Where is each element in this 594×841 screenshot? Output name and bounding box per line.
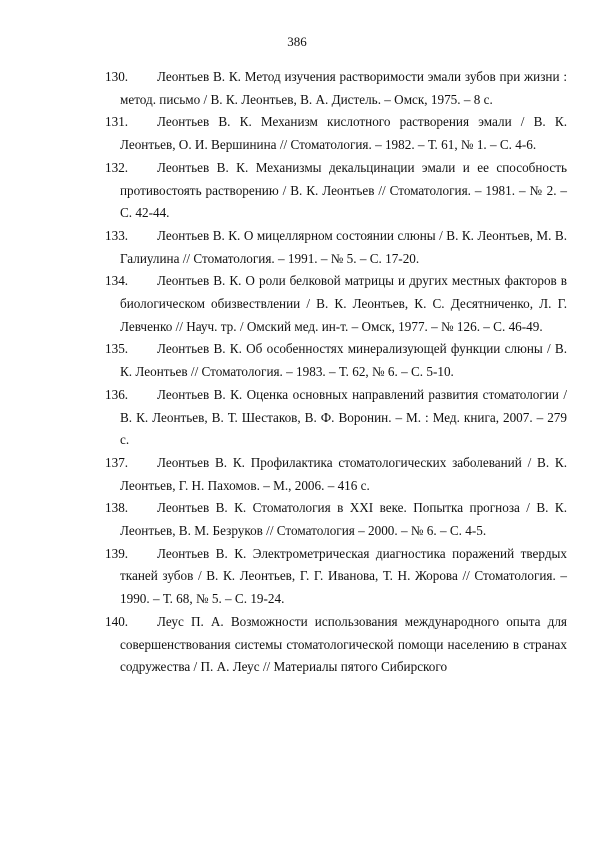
reference-item — [0, 543, 594, 611]
reference-text: Леонтьев В. К. Стоматология в XXI веке. Попытка прогноза / В. К. Леонтьев, В. М. Безруков // Стоматология – 2000. – № 6. – С. 4-5. — [120, 500, 567, 539]
reference-text: Леонтьев В. К. Механизмы декальцинации эмали и ее способность противостоять растворению / В. К. Леонтьев // Стоматология. – 1981. – № 2. – С. 42-44. — [120, 159, 567, 221]
reference-text: Леонтьев В. К. Профилактика стоматологических заболеваний / В. К. Леонтьев, Г. Н. Пахомов. – М., 2006. – 416 с. — [120, 454, 567, 493]
reference-text: Леонтьев В. К. Механизм кислотного растворения эмали / В. К. Леонтьев, О. И. Вершинина // Стоматология. – 1982. – Т. 61, № 1. – С. 4-6. — [120, 114, 567, 153]
reference-item — [0, 111, 594, 156]
reference-text: Леонтьев В. К. О мицеллярном состоянии слюны / В. К. Леонтьев, М. В. Галиулина // Стоматология. – 1991. – № 5. – С. 17-20. — [120, 227, 567, 266]
reference-text: Леонтьев В. К. Оценка основных направлений развития стоматологии / В. К. Леонтьев, В. Т. Шестаков, В. Ф. Воронин. – М. : Мед. книга, 2007. – 279 с. — [120, 386, 567, 448]
reference-number: 138. — [105, 500, 129, 516]
reference-list — [0, 66, 594, 679]
reference-text: Леус П. А. Возможности использования международного опыта для совершенствования системы стоматологической помощи населению в странах содружества / П. А. Леус // Материалы пятого Сибирского — [120, 613, 567, 675]
reference-item — [0, 384, 594, 452]
reference-number: 134. — [105, 273, 129, 289]
reference-number: 140. — [105, 613, 129, 629]
reference-number: 136. — [105, 386, 129, 402]
reference-text: Леонтьев В. К. О роли белковой матрицы и других местных факторов в биологическом обизвествлении / В. К. Леонтьев, К. С. Десятниченко, Л. Г. Левченко // Науч. тр. / Омский мед. ин-т. – Омск, 1977. – № 126. – С. 46-49. — [120, 273, 567, 334]
reference-item — [0, 611, 594, 679]
reference-item — [0, 66, 594, 111]
reference-text: Леонтьев В. К. Метод изучения растворимости эмали зубов при жизни : метод. письмо / В. К. Леонтьев, В. А. Дистель. – Омск, 1975. – 8 с. — [120, 69, 567, 107]
reference-number: 130. — [105, 69, 129, 84]
reference-text: Леонтьев В. К. Электрометрическая диагностика поражений твердых тканей зубов / В. К. Леонтьев, Г. Г. Иванова, Т. Н. Жорова // Стоматология. – 1990. – Т. 68, № 5. – С. 19-24. — [120, 545, 567, 607]
page-number: 386 — [287, 34, 307, 49]
reference-number: 137. — [105, 454, 129, 470]
reference-number: 139. — [105, 545, 129, 561]
reference-text: Леонтьев В. К. Об особенностях минерализующей функции слюны / В. К. Леонтьев // Стоматология. – 1983. – Т. 62, № 6. – С. 5-10. — [120, 341, 567, 380]
reference-item — [0, 497, 594, 542]
reference-number: 132. — [105, 159, 129, 175]
reference-number: 135. — [105, 341, 129, 357]
reference-item — [0, 338, 594, 383]
reference-item — [0, 157, 594, 225]
reference-number: 131. — [105, 114, 129, 130]
reference-item — [0, 270, 594, 338]
reference-item — [0, 452, 594, 497]
reference-item — [0, 225, 594, 270]
reference-number: 133. — [105, 227, 129, 243]
